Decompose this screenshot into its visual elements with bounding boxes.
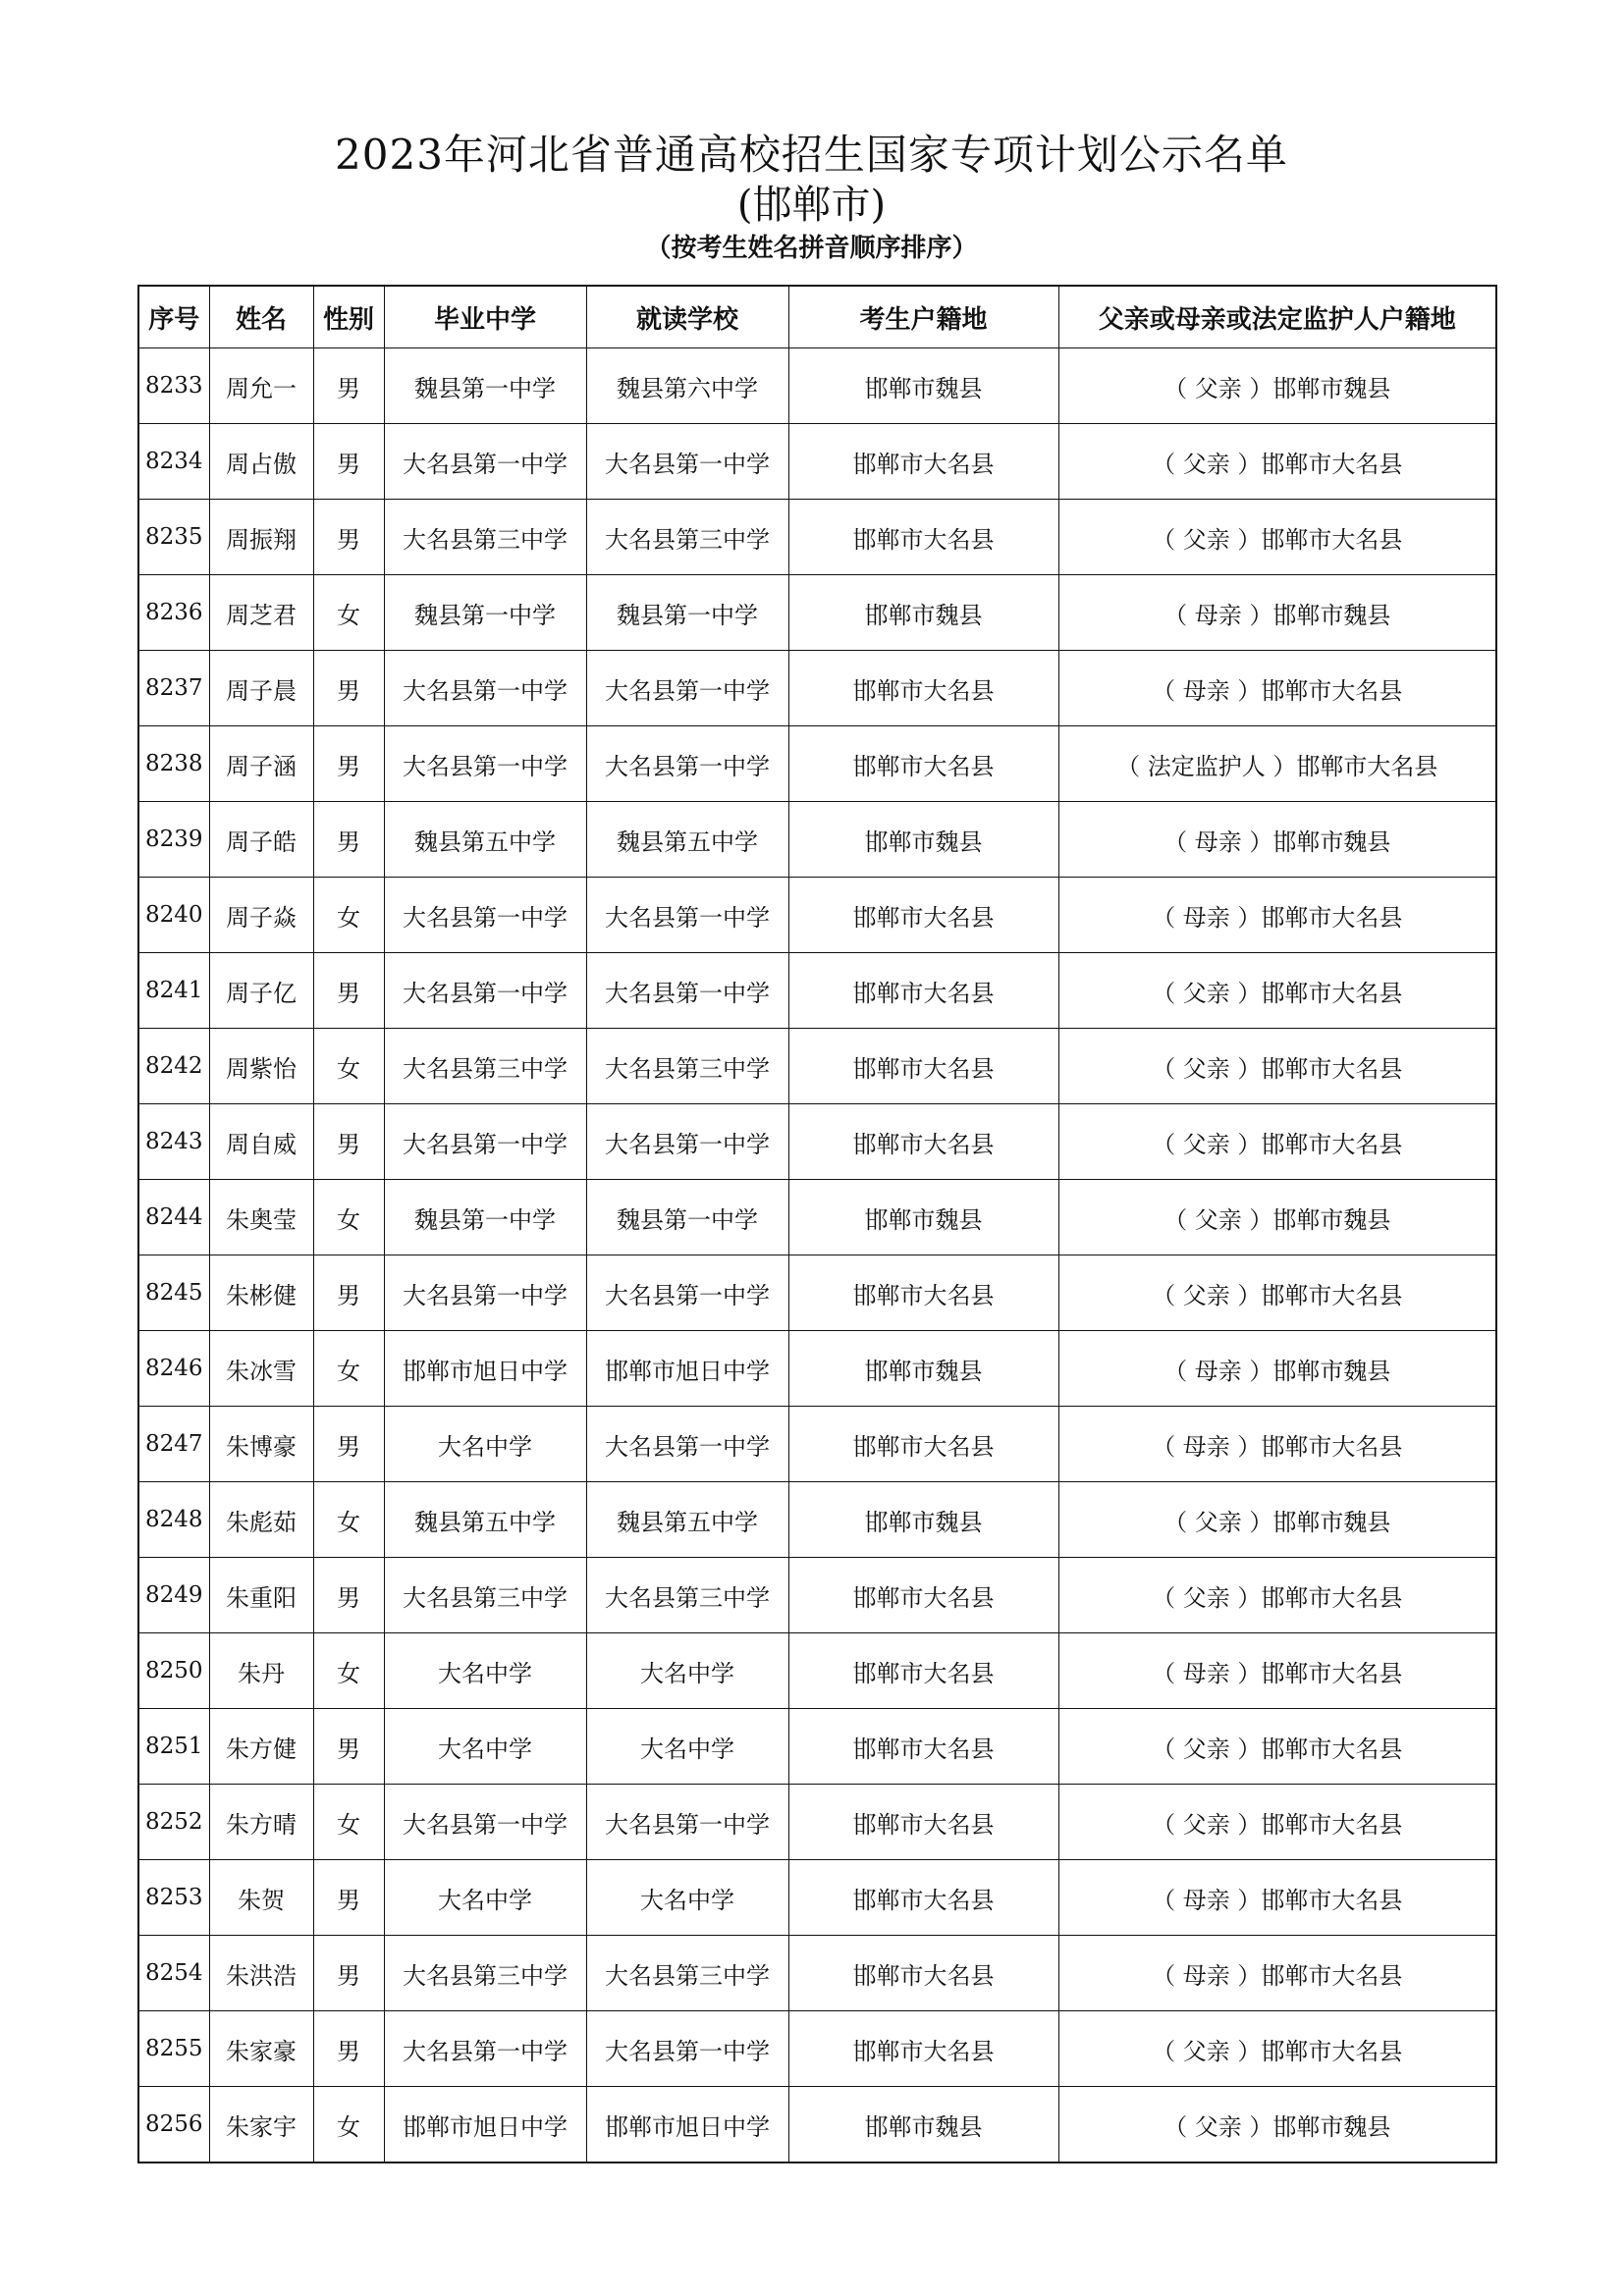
sort-order-note: （按考生姓名拼音顺序排序） bbox=[645, 234, 978, 263]
table-row bbox=[138, 348, 1496, 424]
seq-cell: 8254 bbox=[138, 1936, 209, 2011]
guardian-hukou-cell: （ 法定监护人 ）邯郸市大名县 bbox=[1058, 726, 1496, 802]
seq-cell: 8242 bbox=[138, 1029, 209, 1104]
table-body bbox=[138, 348, 1496, 2163]
graduation-school-cell: 大名县第一中学 bbox=[384, 2011, 586, 2087]
seq-cell: 8238 bbox=[138, 726, 209, 802]
gender-cell: 男 bbox=[313, 1936, 384, 2011]
graduation-school-cell: 大名县第一中学 bbox=[384, 424, 586, 500]
student-hukou-cell: 邯郸市大名县 bbox=[788, 1407, 1058, 1482]
roster-table bbox=[137, 285, 1497, 2163]
table-row bbox=[138, 1255, 1496, 1331]
graduation-school-cell: 大名县第一中学 bbox=[384, 1255, 586, 1331]
student-hukou-cell: 邯郸市魏县 bbox=[788, 2087, 1058, 2163]
student-hukou-cell: 邯郸市大名县 bbox=[788, 1558, 1058, 1633]
table-row bbox=[138, 1104, 1496, 1180]
current-school-cell: 大名县第一中学 bbox=[586, 1785, 788, 1860]
name-cell: 周紫怡 bbox=[209, 1029, 313, 1104]
guardian-hukou-cell: （ 母亲 ）邯郸市大名县 bbox=[1058, 878, 1496, 953]
name-cell: 周芝君 bbox=[209, 575, 313, 651]
guardian-hukou-cell: （ 母亲 ）邯郸市魏县 bbox=[1058, 1331, 1496, 1407]
header-gender: 性别 bbox=[313, 286, 384, 348]
name-cell: 周振翔 bbox=[209, 500, 313, 575]
student-hukou-cell: 邯郸市魏县 bbox=[788, 348, 1058, 424]
current-school-cell: 大名县第一中学 bbox=[586, 726, 788, 802]
name-cell: 朱洪浩 bbox=[209, 1936, 313, 2011]
document-title: 2023年河北省普通高校招生国家专项计划公示名单 bbox=[335, 131, 1288, 179]
seq-cell: 8236 bbox=[138, 575, 209, 651]
gender-cell: 男 bbox=[313, 1104, 384, 1180]
gender-cell: 男 bbox=[313, 2011, 384, 2087]
gender-cell: 女 bbox=[313, 1785, 384, 1860]
gender-cell: 男 bbox=[313, 651, 384, 726]
header-guardian-hukou: 父亲或母亲或法定监护人户籍地 bbox=[1058, 286, 1496, 348]
gender-cell: 男 bbox=[313, 1558, 384, 1633]
name-cell: 周子皓 bbox=[209, 802, 313, 878]
current-school-cell: 大名县第一中学 bbox=[586, 878, 788, 953]
graduation-school-cell: 大名中学 bbox=[384, 1860, 586, 1936]
seq-cell: 8244 bbox=[138, 1180, 209, 1255]
current-school-cell: 大名县第三中学 bbox=[586, 1558, 788, 1633]
student-hukou-cell: 邯郸市魏县 bbox=[788, 1331, 1058, 1407]
graduation-school-cell: 大名县第一中学 bbox=[384, 726, 586, 802]
student-hukou-cell: 邯郸市大名县 bbox=[788, 1709, 1058, 1785]
student-hukou-cell: 邯郸市大名县 bbox=[788, 424, 1058, 500]
current-school-cell: 大名中学 bbox=[586, 1860, 788, 1936]
current-school-cell: 魏县第六中学 bbox=[586, 348, 788, 424]
graduation-school-cell: 大名中学 bbox=[384, 1407, 586, 1482]
table-row bbox=[138, 424, 1496, 500]
student-hukou-cell: 邯郸市魏县 bbox=[788, 575, 1058, 651]
table-row bbox=[138, 651, 1496, 726]
student-hukou-cell: 邯郸市大名县 bbox=[788, 953, 1058, 1029]
guardian-hukou-cell: （ 父亲 ）邯郸市魏县 bbox=[1058, 2087, 1496, 2163]
graduation-school-cell: 魏县第一中学 bbox=[384, 575, 586, 651]
name-cell: 朱丹 bbox=[209, 1633, 313, 1709]
graduation-school-cell: 邯郸市旭日中学 bbox=[384, 2087, 586, 2163]
student-hukou-cell: 邯郸市大名县 bbox=[788, 726, 1058, 802]
graduation-school-cell: 魏县第五中学 bbox=[384, 1482, 586, 1558]
name-cell: 周自威 bbox=[209, 1104, 313, 1180]
guardian-hukou-cell: （ 母亲 ）邯郸市大名县 bbox=[1058, 1407, 1496, 1482]
table-row bbox=[138, 1558, 1496, 1633]
graduation-school-cell: 大名县第一中学 bbox=[384, 1785, 586, 1860]
header-student-hukou: 考生户籍地 bbox=[788, 286, 1058, 348]
current-school-cell: 大名中学 bbox=[586, 1709, 788, 1785]
student-hukou-cell: 邯郸市大名县 bbox=[788, 651, 1058, 726]
guardian-hukou-cell: （ 母亲 ）邯郸市大名县 bbox=[1058, 651, 1496, 726]
seq-cell: 8245 bbox=[138, 1255, 209, 1331]
current-school-cell: 大名县第一中学 bbox=[586, 1255, 788, 1331]
table-row bbox=[138, 1633, 1496, 1709]
gender-cell: 男 bbox=[313, 726, 384, 802]
table-row bbox=[138, 2087, 1496, 2163]
student-hukou-cell: 邯郸市大名县 bbox=[788, 1255, 1058, 1331]
current-school-cell: 邯郸市旭日中学 bbox=[586, 2087, 788, 2163]
graduation-school-cell: 大名中学 bbox=[384, 1633, 586, 1709]
table-row bbox=[138, 2011, 1496, 2087]
guardian-hukou-cell: （ 父亲 ）邯郸市大名县 bbox=[1058, 953, 1496, 1029]
gender-cell: 男 bbox=[313, 1860, 384, 1936]
graduation-school-cell: 大名县第三中学 bbox=[384, 1936, 586, 2011]
student-hukou-cell: 邯郸市大名县 bbox=[788, 1936, 1058, 2011]
guardian-hukou-cell: （ 父亲 ）邯郸市大名县 bbox=[1058, 1255, 1496, 1331]
seq-cell: 8246 bbox=[138, 1331, 209, 1407]
name-cell: 朱彬健 bbox=[209, 1255, 313, 1331]
guardian-hukou-cell: （ 父亲 ）邯郸市大名县 bbox=[1058, 1709, 1496, 1785]
guardian-hukou-cell: （ 父亲 ）邯郸市大名县 bbox=[1058, 1785, 1496, 1860]
current-school-cell: 魏县第一中学 bbox=[586, 575, 788, 651]
current-school-cell: 魏县第五中学 bbox=[586, 802, 788, 878]
guardian-hukou-cell: （ 父亲 ）邯郸市大名县 bbox=[1058, 1558, 1496, 1633]
table-row bbox=[138, 1785, 1496, 1860]
gender-cell: 男 bbox=[313, 953, 384, 1029]
seq-cell: 8250 bbox=[138, 1633, 209, 1709]
graduation-school-cell: 魏县第一中学 bbox=[384, 1180, 586, 1255]
graduation-school-cell: 魏县第一中学 bbox=[384, 348, 586, 424]
seq-cell: 8235 bbox=[138, 500, 209, 575]
header-current-school: 就读学校 bbox=[586, 286, 788, 348]
gender-cell: 男 bbox=[313, 348, 384, 424]
guardian-hukou-cell: （ 父亲 ）邯郸市魏县 bbox=[1058, 1180, 1496, 1255]
name-cell: 周占傲 bbox=[209, 424, 313, 500]
name-cell: 朱方健 bbox=[209, 1709, 313, 1785]
seq-cell: 8247 bbox=[138, 1407, 209, 1482]
table-row bbox=[138, 1709, 1496, 1785]
name-cell: 周子亿 bbox=[209, 953, 313, 1029]
graduation-school-cell: 大名县第一中学 bbox=[384, 1104, 586, 1180]
student-hukou-cell: 邯郸市大名县 bbox=[788, 878, 1058, 953]
student-hukou-cell: 邯郸市大名县 bbox=[788, 1633, 1058, 1709]
graduation-school-cell: 大名县第一中学 bbox=[384, 953, 586, 1029]
guardian-hukou-cell: （ 父亲 ）邯郸市魏县 bbox=[1058, 348, 1496, 424]
seq-cell: 8243 bbox=[138, 1104, 209, 1180]
header-name: 姓名 bbox=[209, 286, 313, 348]
graduation-school-cell: 大名县第一中学 bbox=[384, 651, 586, 726]
student-hukou-cell: 邯郸市大名县 bbox=[788, 500, 1058, 575]
name-cell: 周子晨 bbox=[209, 651, 313, 726]
table-row bbox=[138, 878, 1496, 953]
current-school-cell: 邯郸市旭日中学 bbox=[586, 1331, 788, 1407]
gender-cell: 女 bbox=[313, 2087, 384, 2163]
gender-cell: 女 bbox=[313, 1331, 384, 1407]
name-cell: 朱重阳 bbox=[209, 1558, 313, 1633]
name-cell: 周子涵 bbox=[209, 726, 313, 802]
name-cell: 朱博豪 bbox=[209, 1407, 313, 1482]
gender-cell: 女 bbox=[313, 878, 384, 953]
guardian-hukou-cell: （ 父亲 ）邯郸市大名县 bbox=[1058, 424, 1496, 500]
name-cell: 朱家宇 bbox=[209, 2087, 313, 2163]
guardian-hukou-cell: （ 母亲 ）邯郸市大名县 bbox=[1058, 1936, 1496, 2011]
name-cell: 朱贺 bbox=[209, 1860, 313, 1936]
gender-cell: 女 bbox=[313, 1633, 384, 1709]
current-school-cell: 大名县第一中学 bbox=[586, 424, 788, 500]
current-school-cell: 魏县第一中学 bbox=[586, 1180, 788, 1255]
name-cell: 朱方晴 bbox=[209, 1785, 313, 1860]
name-cell: 周子焱 bbox=[209, 878, 313, 953]
seq-cell: 8255 bbox=[138, 2011, 209, 2087]
table-row bbox=[138, 1331, 1496, 1407]
student-hukou-cell: 邯郸市大名县 bbox=[788, 1104, 1058, 1180]
header-seq: 序号 bbox=[138, 286, 209, 348]
current-school-cell: 大名县第一中学 bbox=[586, 1407, 788, 1482]
seq-cell: 8256 bbox=[138, 2087, 209, 2163]
table-header-row bbox=[138, 286, 1496, 348]
seq-cell: 8249 bbox=[138, 1558, 209, 1633]
graduation-school-cell: 邯郸市旭日中学 bbox=[384, 1331, 586, 1407]
current-school-cell: 大名县第三中学 bbox=[586, 1029, 788, 1104]
table-row bbox=[138, 1936, 1496, 2011]
table-row bbox=[138, 500, 1496, 575]
seq-cell: 8248 bbox=[138, 1482, 209, 1558]
name-cell: 周允一 bbox=[209, 348, 313, 424]
guardian-hukou-cell: （ 母亲 ）邯郸市大名县 bbox=[1058, 1633, 1496, 1709]
guardian-hukou-cell: （ 父亲 ）邯郸市大名县 bbox=[1058, 1029, 1496, 1104]
seq-cell: 8252 bbox=[138, 1785, 209, 1860]
student-hukou-cell: 邯郸市魏县 bbox=[788, 1482, 1058, 1558]
gender-cell: 男 bbox=[313, 802, 384, 878]
seq-cell: 8233 bbox=[138, 348, 209, 424]
seq-cell: 8239 bbox=[138, 802, 209, 878]
current-school-cell: 大名县第一中学 bbox=[586, 2011, 788, 2087]
gender-cell: 女 bbox=[313, 1029, 384, 1104]
graduation-school-cell: 魏县第五中学 bbox=[384, 802, 586, 878]
gender-cell: 男 bbox=[313, 500, 384, 575]
table-row bbox=[138, 726, 1496, 802]
document-subtitle: (邯郸市) bbox=[736, 183, 887, 228]
graduation-school-cell: 大名中学 bbox=[384, 1709, 586, 1785]
guardian-hukou-cell: （ 母亲 ）邯郸市魏县 bbox=[1058, 575, 1496, 651]
gender-cell: 女 bbox=[313, 1180, 384, 1255]
name-cell: 朱冰雪 bbox=[209, 1331, 313, 1407]
seq-cell: 8251 bbox=[138, 1709, 209, 1785]
student-hukou-cell: 邯郸市大名县 bbox=[788, 1029, 1058, 1104]
seq-cell: 8240 bbox=[138, 878, 209, 953]
current-school-cell: 大名中学 bbox=[586, 1633, 788, 1709]
student-hukou-cell: 邯郸市大名县 bbox=[788, 2011, 1058, 2087]
table-row bbox=[138, 1482, 1496, 1558]
current-school-cell: 大名县第三中学 bbox=[586, 1936, 788, 2011]
gender-cell: 男 bbox=[313, 1709, 384, 1785]
header-graduation-school: 毕业中学 bbox=[384, 286, 586, 348]
seq-cell: 8241 bbox=[138, 953, 209, 1029]
student-hukou-cell: 邯郸市大名县 bbox=[788, 1860, 1058, 1936]
gender-cell: 男 bbox=[313, 1255, 384, 1331]
current-school-cell: 大名县第一中学 bbox=[586, 953, 788, 1029]
seq-cell: 8253 bbox=[138, 1860, 209, 1936]
guardian-hukou-cell: （ 父亲 ）邯郸市魏县 bbox=[1058, 1482, 1496, 1558]
current-school-cell: 魏县第五中学 bbox=[586, 1482, 788, 1558]
graduation-school-cell: 大名县第三中学 bbox=[384, 1029, 586, 1104]
student-hukou-cell: 邯郸市魏县 bbox=[788, 802, 1058, 878]
table-row bbox=[138, 1029, 1496, 1104]
graduation-school-cell: 大名县第三中学 bbox=[384, 1558, 586, 1633]
seq-cell: 8234 bbox=[138, 424, 209, 500]
guardian-hukou-cell: （ 母亲 ）邯郸市魏县 bbox=[1058, 802, 1496, 878]
guardian-hukou-cell: （ 父亲 ）邯郸市大名县 bbox=[1058, 2011, 1496, 2087]
gender-cell: 男 bbox=[313, 1407, 384, 1482]
graduation-school-cell: 大名县第三中学 bbox=[384, 500, 586, 575]
student-hukou-cell: 邯郸市大名县 bbox=[788, 1785, 1058, 1860]
current-school-cell: 大名县第一中学 bbox=[586, 1104, 788, 1180]
table-row bbox=[138, 953, 1496, 1029]
table-row bbox=[138, 1860, 1496, 1936]
name-cell: 朱家豪 bbox=[209, 2011, 313, 2087]
table-row bbox=[138, 1407, 1496, 1482]
name-cell: 朱彪茹 bbox=[209, 1482, 313, 1558]
name-cell: 朱奥莹 bbox=[209, 1180, 313, 1255]
guardian-hukou-cell: （ 母亲 ）邯郸市大名县 bbox=[1058, 1860, 1496, 1936]
guardian-hukou-cell: （ 父亲 ）邯郸市大名县 bbox=[1058, 1104, 1496, 1180]
current-school-cell: 大名县第三中学 bbox=[586, 500, 788, 575]
table-row bbox=[138, 575, 1496, 651]
table-row bbox=[138, 802, 1496, 878]
graduation-school-cell: 大名县第一中学 bbox=[384, 878, 586, 953]
gender-cell: 男 bbox=[313, 424, 384, 500]
table-row bbox=[138, 1180, 1496, 1255]
gender-cell: 女 bbox=[313, 575, 384, 651]
seq-cell: 8237 bbox=[138, 651, 209, 726]
gender-cell: 女 bbox=[313, 1482, 384, 1558]
student-hukou-cell: 邯郸市魏县 bbox=[788, 1180, 1058, 1255]
guardian-hukou-cell: （ 父亲 ）邯郸市大名县 bbox=[1058, 500, 1496, 575]
current-school-cell: 大名县第一中学 bbox=[586, 651, 788, 726]
